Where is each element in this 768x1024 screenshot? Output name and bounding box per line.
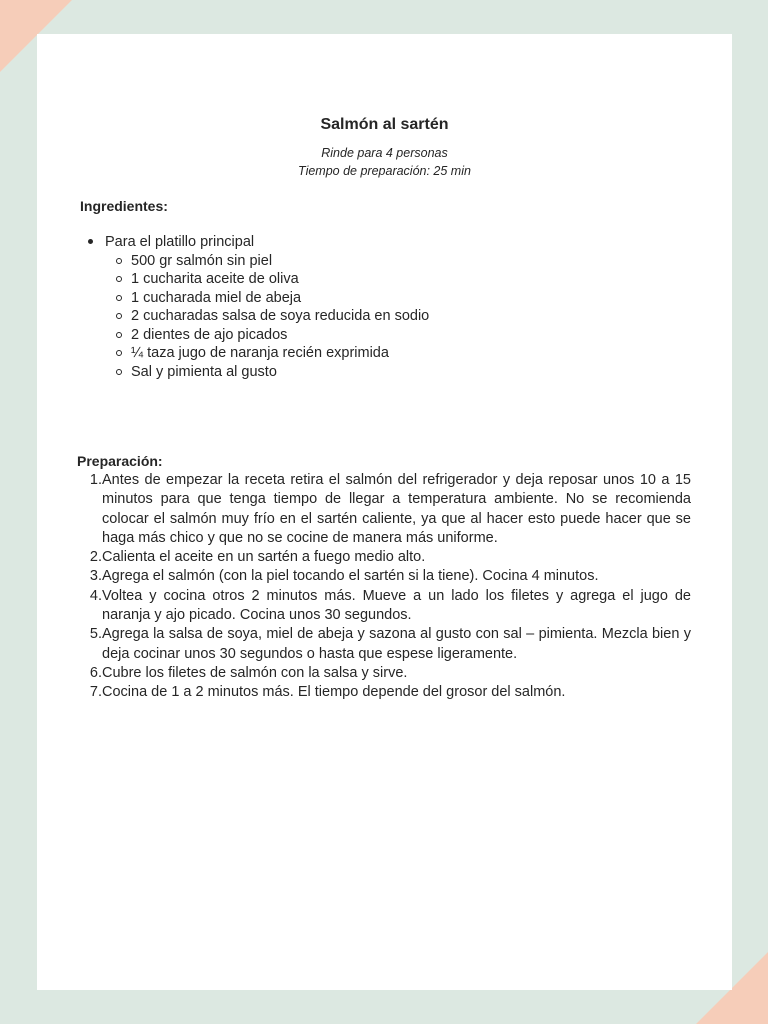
ingredient-item: 1 cucharada miel de abeja	[105, 289, 429, 308]
step-text: Agrega la salsa de soya, miel de abeja y sazona al gusto con sal – pimienta. Mezcla bien y deja cocinar unos 30 segundos o hasta que espese ligeramente.	[102, 626, 691, 662]
step-text: Calienta el aceite en un sartén a fuego medio alto.	[102, 549, 426, 566]
preparation-step	[89, 683, 691, 702]
step-number: 3.	[89, 568, 102, 585]
step-text: Cocina de 1 a 2 minutos más. El tiempo depende del grosor del salmón.	[102, 684, 566, 701]
preparation-steps	[89, 471, 691, 703]
recipe-sheet	[37, 34, 732, 990]
ingredient-item: Sal y pimienta al gusto	[105, 363, 429, 382]
servings-text: Rinde para 4 personas	[321, 146, 448, 160]
ingredients-list	[85, 233, 429, 381]
recipe-title: Salmón al sartén	[320, 116, 449, 133]
step-number: 6.	[89, 664, 102, 681]
prep-time-text: Tiempo de preparación: 25 min	[298, 164, 471, 178]
ingredient-item: 500 gr salmón sin piel	[105, 252, 429, 271]
step-number: 5.	[89, 626, 102, 643]
ingredient-item: ¼ taza jugo de naranja recién exprimida	[105, 344, 429, 363]
ingredient-item: 2 cucharadas salsa de soya reducida en sodio	[105, 307, 429, 326]
step-number: 4.	[89, 587, 102, 604]
step-number: 7.	[89, 684, 102, 701]
ingredients-group	[85, 233, 429, 381]
step-text: Agrega el salmón (con la piel tocando el sartén si la tiene). Cocina 4 minutos.	[102, 568, 599, 585]
preparation-step	[89, 625, 691, 664]
ingredients-sublist	[105, 252, 429, 382]
step-number: 1.	[89, 472, 102, 488]
ingredients-heading: Ingredientes:	[80, 198, 168, 214]
ingredient-item: 2 dientes de ajo picados	[105, 326, 429, 345]
step-text: Voltea y cocina otros 2 minutos más. Mueve a un lado los filetes y agrega el jugo de naranja y ajo picado. Cocina unos 30 segundos.	[102, 587, 691, 624]
preparation-step	[89, 548, 691, 567]
preparation-step	[89, 587, 691, 626]
ingredient-item: 1 cucharita aceite de oliva	[105, 270, 429, 289]
step-number: 2.	[89, 549, 102, 566]
step-text: Cubre los filetes de salmón con la salsa y sirve.	[102, 664, 408, 681]
step-text: Antes de empezar la receta retira el salmón del refrigerador y deja reposar unos 10 a 15 minutos para que tenga tiempo de llegar a temperatura ambiente. No se recomienda colocar el salmón muy frío en el sartén caliente, ya que al hacer esto puede hacer que se haga más chico y que no se cocine de manera más uniforme.	[102, 472, 691, 546]
preparation-step	[89, 471, 691, 548]
preparation-step	[89, 664, 691, 683]
ingredients-group-label: Para el platillo principal	[105, 234, 255, 250]
preparation-step	[89, 567, 691, 586]
preparation-heading: Preparación:	[77, 453, 163, 469]
